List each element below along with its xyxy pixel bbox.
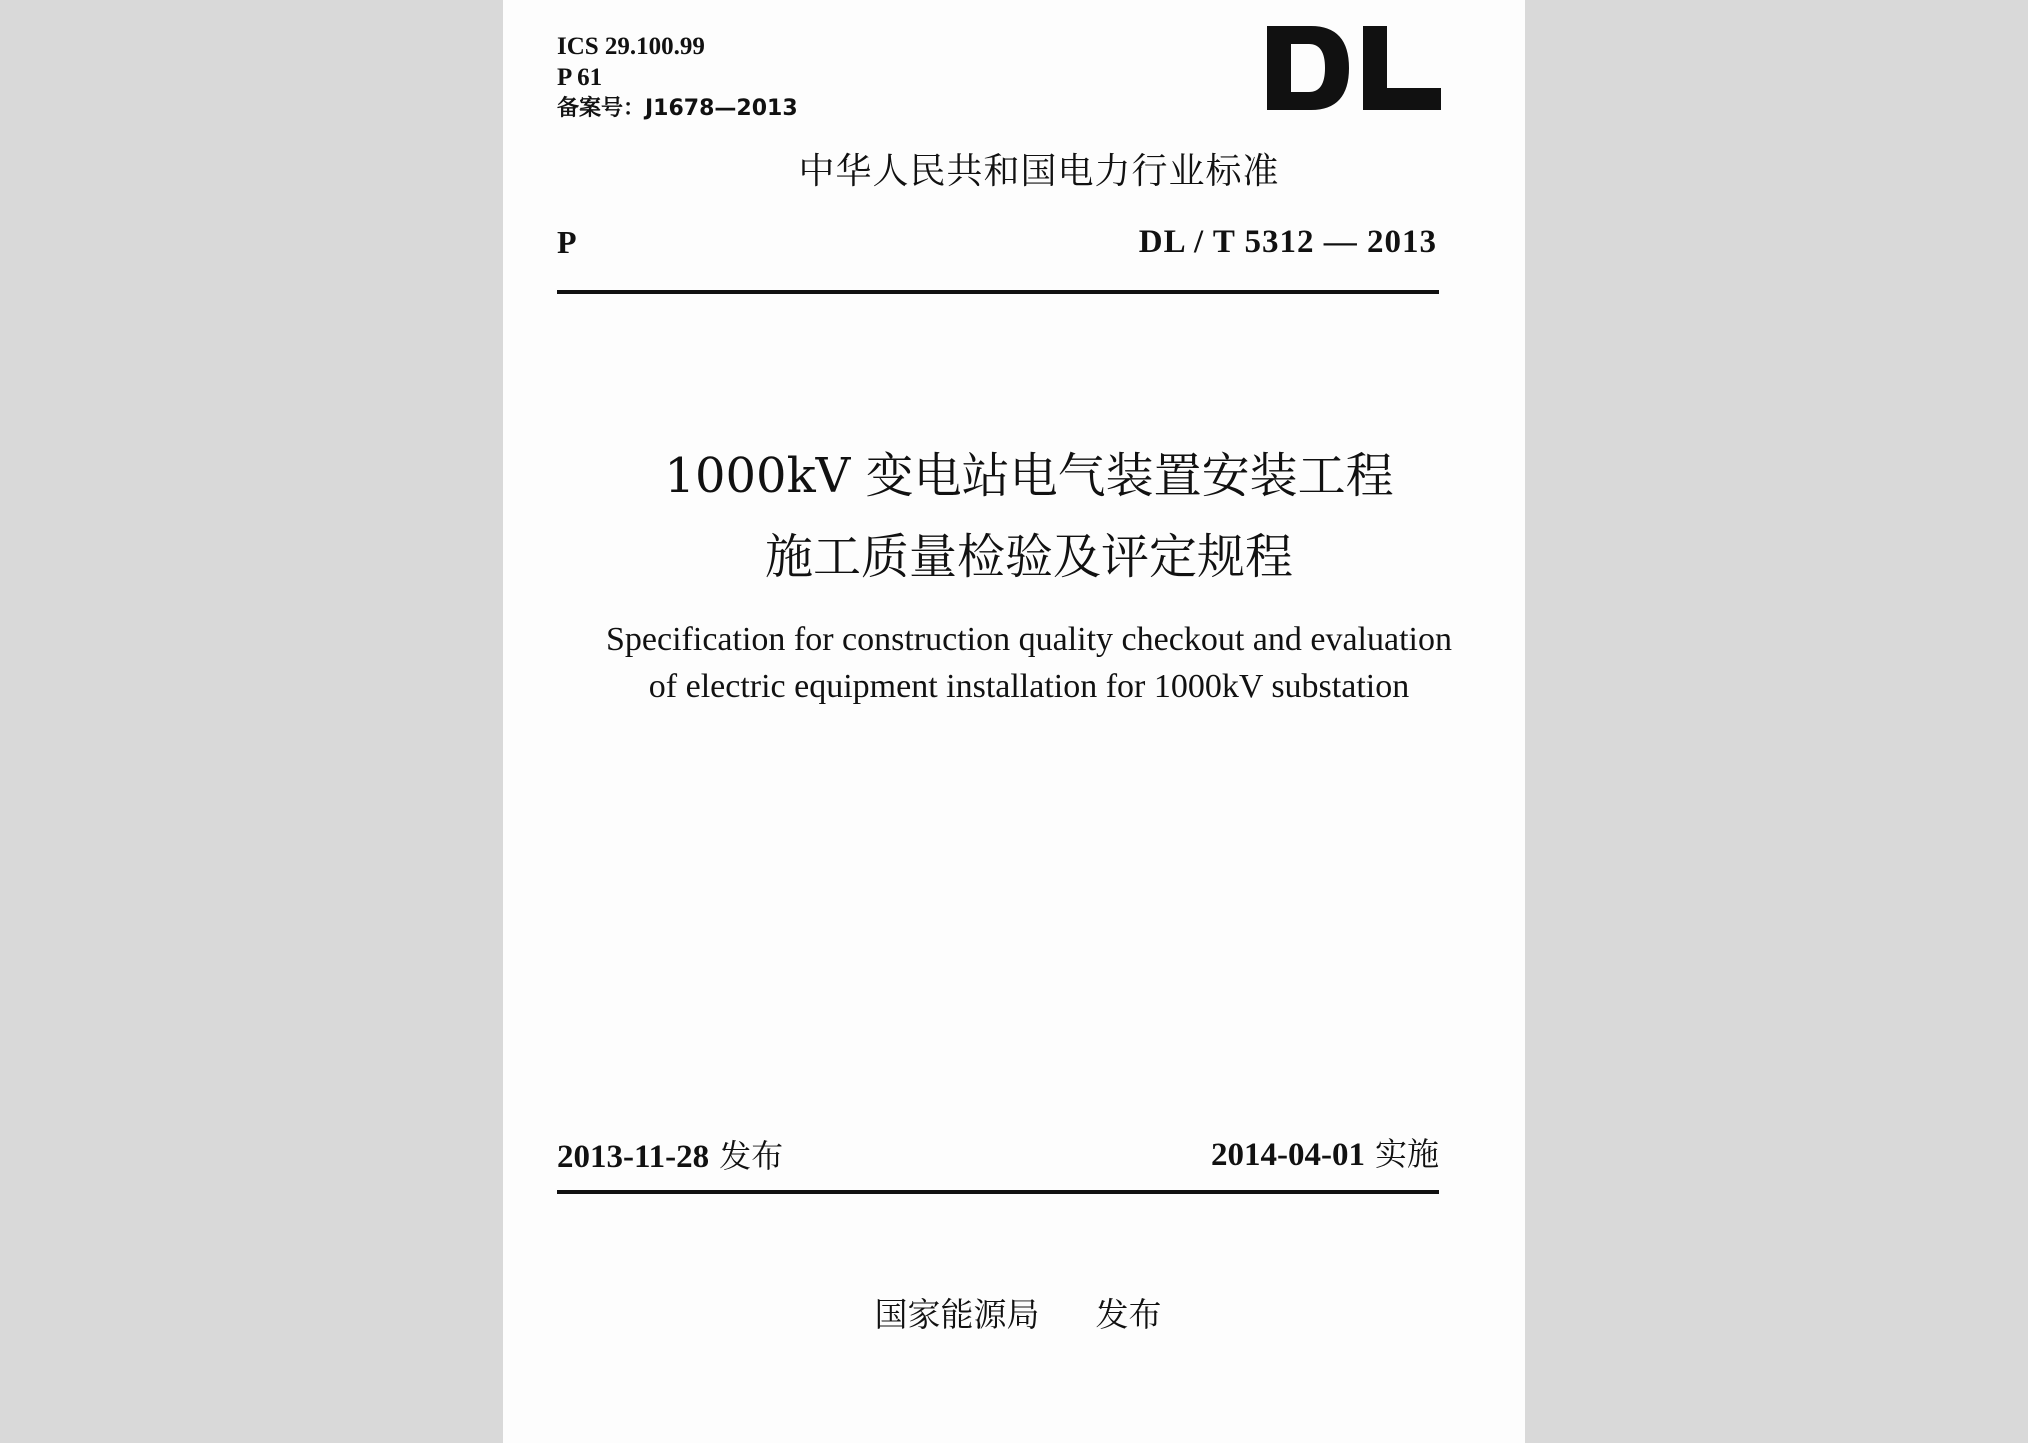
bottom-divider — [557, 1190, 1439, 1194]
issuer-action: 发布 — [1095, 1295, 1162, 1334]
title-cn-line-2: 施工质量检验及评定规程 — [764, 529, 1293, 585]
effective-date: 2014-04-01 — [1211, 1137, 1365, 1173]
dl-logo — [1267, 26, 1441, 110]
effective-label: 实施 — [1374, 1135, 1439, 1173]
standard-number: DL / T 5312 — 2013 — [1138, 224, 1437, 260]
category-letter: P — [557, 224, 577, 260]
issuer-name: 国家能源局 — [874, 1295, 1040, 1334]
title-en-line-2: of electric equipment installation for 1000kV substation — [648, 668, 1410, 705]
issue-date-block — [557, 1134, 783, 1179]
industry-standard-heading: 中华人民共和国电力行业标准 — [798, 151, 1280, 192]
record-number: 备案号：J1678—2013 — [557, 96, 798, 121]
effective-date-block — [1211, 1132, 1439, 1177]
title-cn-line-1: 1000kV 变电站电气装置安装工程 — [664, 448, 1394, 504]
ics-code: ICS 29.100.99 — [557, 33, 705, 60]
title-en-line-1: Specification for construction quality checkout and evaluation — [606, 621, 1452, 658]
top-divider — [557, 290, 1439, 294]
classification-code: P 61 — [557, 64, 603, 91]
issue-label: 发布 — [719, 1137, 784, 1175]
issue-date: 2013-11-28 — [557, 1139, 710, 1175]
issuer-line — [503, 1292, 1525, 1338]
document-page — [503, 0, 1525, 1443]
